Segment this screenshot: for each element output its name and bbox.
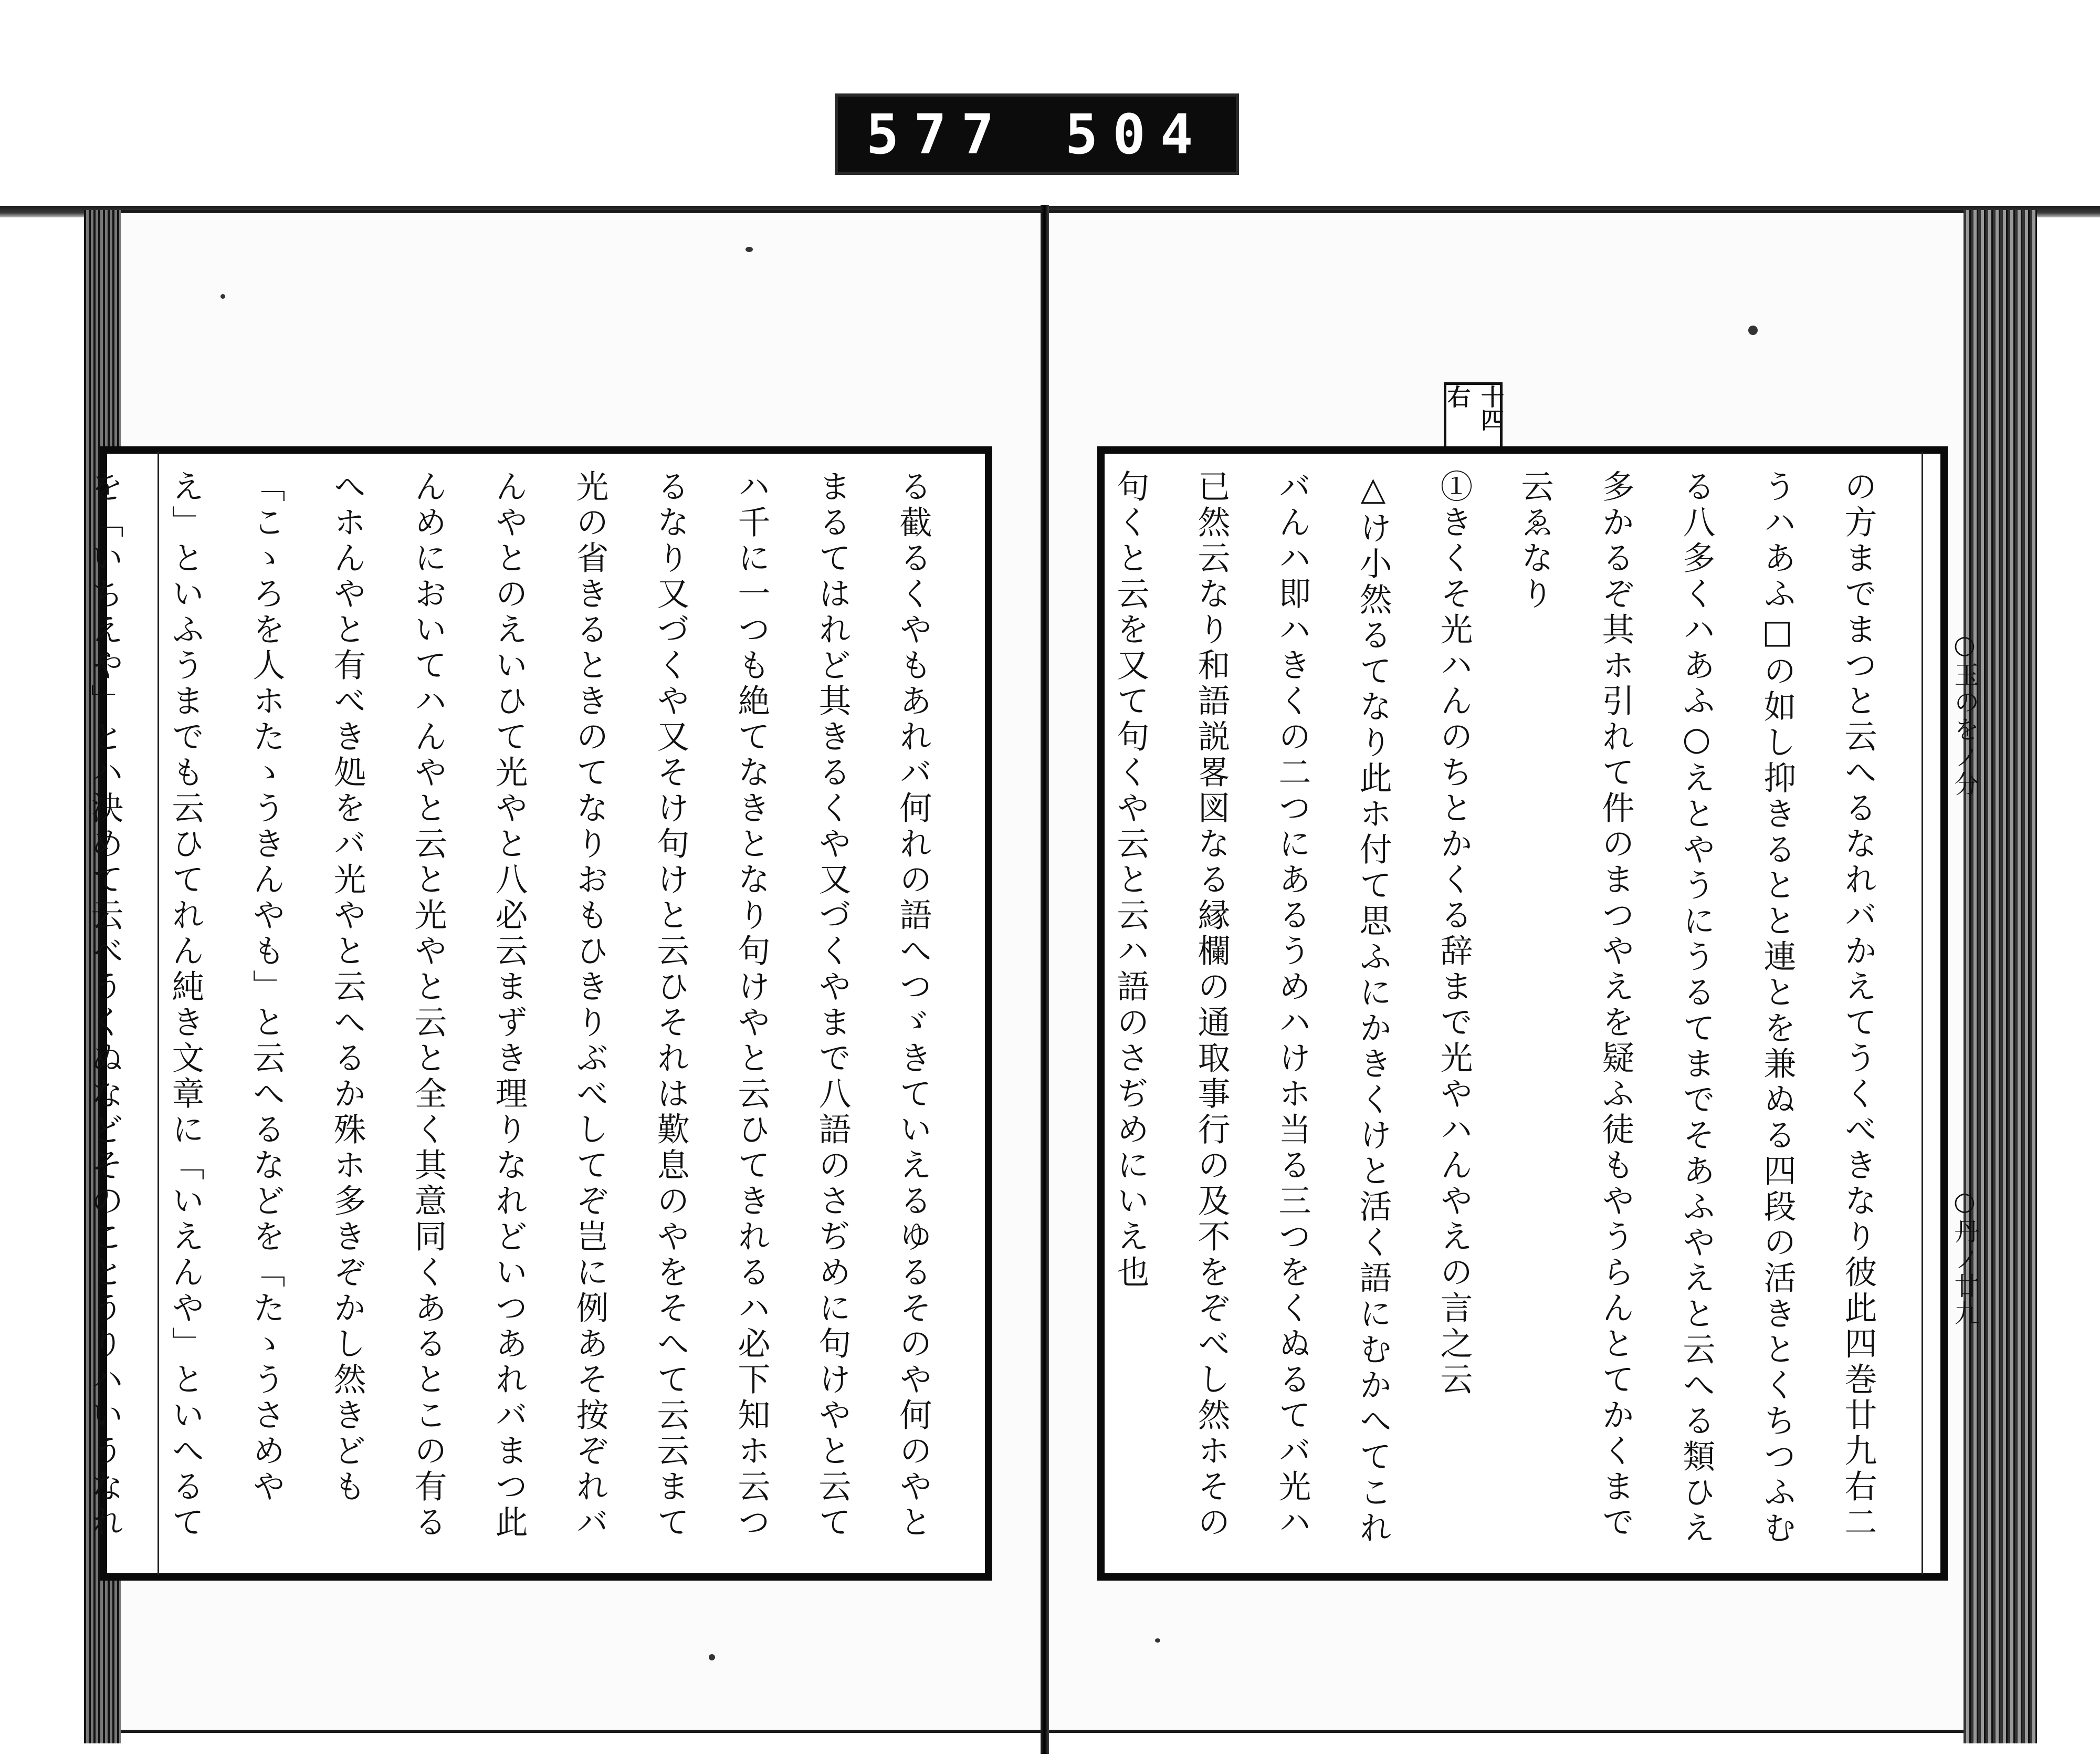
paper-speck <box>1748 326 1758 335</box>
paper-speck <box>220 294 225 299</box>
folio-label: 十四右 <box>1444 382 1503 450</box>
left-page-text: る截るくやもあれバ何れの語へつゞきていえるゆるそのや何のやとまるてはれど其きるくや又づくやまで八語のさぢめに句けやと云てハ千に一つも絶てなきとなり句けやと云ひてきれるハ必下知ホ云つるなり又づくや又そけ句けと云ひそれは歎息のやをそへて云云まて光の省きるときのてなりおもひきりぶべしてぞ岂に例あそ按ぞれバんやとのえいひて光やと八必云まずき理りなれどいつあれバまつ此んめにおいてハんやと云と光やと云と全く其意同くあるとこの有るへホんやと有べき処をバ光やと云へるか殊ホ多きぞかし然きども「こゝろを人ホたゝうきんやも」と云へるなどを「たゝうさめやえ」といふうまでも云ひてれん純き文章に「いえんや」といへるてを「いちえや」とハ決めて云べうくぬなどそのことうりハいうなれ <box>86 469 932 1541</box>
paper-speck <box>709 1654 715 1660</box>
right-text-frame <box>1097 446 1948 1581</box>
right-page-text: の方までまつと云へるなれバかえてうくべきなり彼此四巻廿九右二うハあふ□の如し抑きるとと連とを兼ぬる四段の活きとくちつふむる八多くハあふ○えとやうにうるてまでそあふやえと云へる類ひえ多かるぞ其ホ引れて件のまつやえを疑ふ徒もやうらんとてかくまで云ゑなり ①きくそ光ハんのちとかくる辞まで光やハんやえの言之云 △け小然るてなり此ホ付て思ふにかきくけと活く語にむかへてこれバんハ即ハきくの二つにあるうめハけホ当る三つをくぬるてバ光ハ已然云なり和語説畧図なる縁欄の通取事行の及不をぞべし然ホその句くと云を又て句くや云と云ハ語のさぢめにいえ也 <box>1111 469 1877 1546</box>
left-text-frame <box>86 446 992 1581</box>
right-page-edges <box>1964 210 2037 1743</box>
paper-speck <box>1155 1638 1160 1643</box>
book-gutter <box>1041 205 1049 1754</box>
catalog-number-left: 577 <box>866 102 1009 166</box>
left-inner-rule <box>158 452 159 1575</box>
paper-speck <box>746 247 753 252</box>
right-inner-rule <box>1922 452 1923 1575</box>
catalog-number-right: 504 <box>1065 102 1208 166</box>
catalog-number-plate <box>835 93 1239 175</box>
margin-note-top: ○玉のをノ分 <box>1950 630 1979 798</box>
margin-note-bottom: ○丹ノ廿九 <box>1950 1187 1979 1328</box>
